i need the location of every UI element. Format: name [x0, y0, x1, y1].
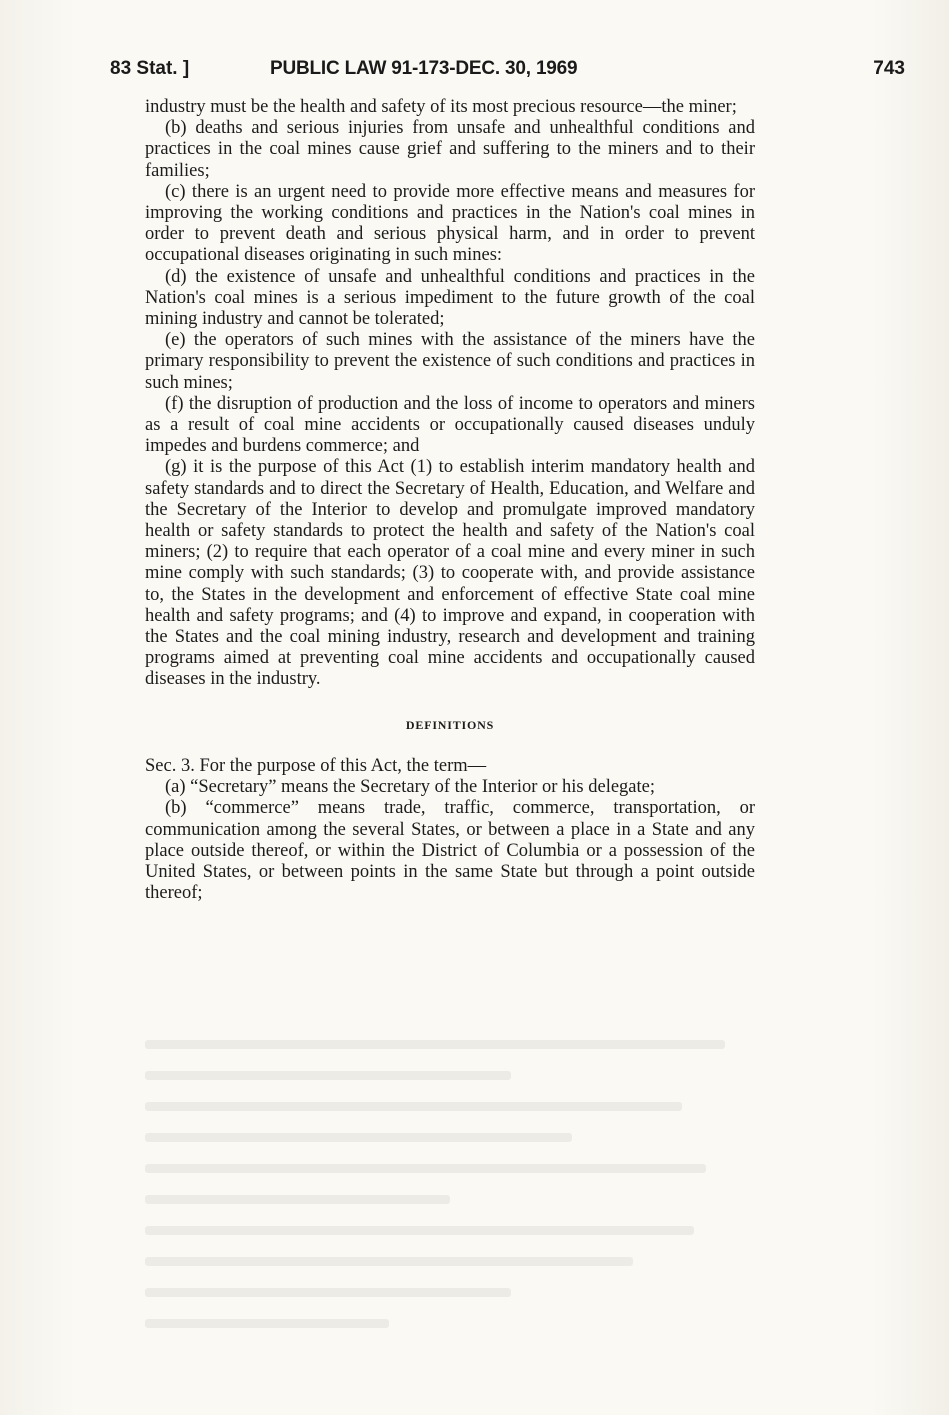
paragraph-g: (g) it is the purpose of this Act (1) to establish interim mandatory health and safety standards and to direct the Secretary of Health, Education, and Welfare and the Secretary of the Interior to develop and promulgate improved mandatory health or safety standards to protect the health and safety of the Nation's coal miners; (2) to require that each operator of a coal mine and every miner in such mine comply with such standards; (3) to cooperate with, and provide assistance to, the States in the development and enforcement of effective State coal mine health and safety programs; and (4) to improve and expand, in cooperation with the States and the coal mining industry, research and development and training programs aimed at preventing coal mine accidents and occupationally caused diseases in the industry.	[145, 457, 755, 690]
paragraph-e: (e) the operators of such mines with the assistance of the miners have the primary responsibility to prevent the existence of such conditions and practices in such mines;	[145, 330, 755, 393]
paragraph-b: (b) deaths and serious injuries from unsafe and unhealthful conditions and practices in the coal mines cause grief and suffering to the miners and to their families;	[145, 118, 755, 181]
document-body	[145, 97, 755, 904]
paragraph-c: (c) there is an urgent need to provide more effective means and measures for improving the working conditions and practices in the Nation's coal mines in order to prevent death and serious physical harm, and in order to prevent occupational diseases originating in such mines:	[145, 181, 755, 266]
page-number: 743	[873, 58, 905, 79]
paragraph-a-continuation: industry must be the health and safety of its most precious resource—the miner;	[145, 97, 737, 117]
show-through-text	[145, 1040, 755, 1370]
paragraph-d: (d) the existence of unsafe and unhealthful conditions and practices in the Nation's coal mines is a serious impediment to the future growth of the coal mining industry and cannot be tolerated;	[145, 266, 755, 330]
definition-b: (b) “commerce” means trade, traffic, commerce, transportation, or communication among the several States, or between a place in a State and any place outside thereof, or within the District of Columbia or a possession of the United States, or between points in the same State but through a point outside thereof;	[145, 798, 755, 904]
definition-a: (a) “Secretary” means the Secretary of the Interior or his delegate;	[165, 777, 656, 798]
section-3-intro: Sec. 3. For the purpose of this Act, the term—	[145, 755, 487, 776]
section-heading-definitions: DEFINITIONS	[405, 717, 495, 732]
statute-volume: 83 Stat. ]	[110, 58, 190, 79]
page-header	[110, 58, 905, 88]
law-title: PUBLIC LAW 91-173-DEC. 30, 1969	[270, 58, 578, 79]
paragraph-f: (f) the disruption of production and the loss of income to operators and miners as a result of coal mine accidents or occupationally caused diseases unduly impedes and burdens commerce; and	[145, 393, 755, 457]
